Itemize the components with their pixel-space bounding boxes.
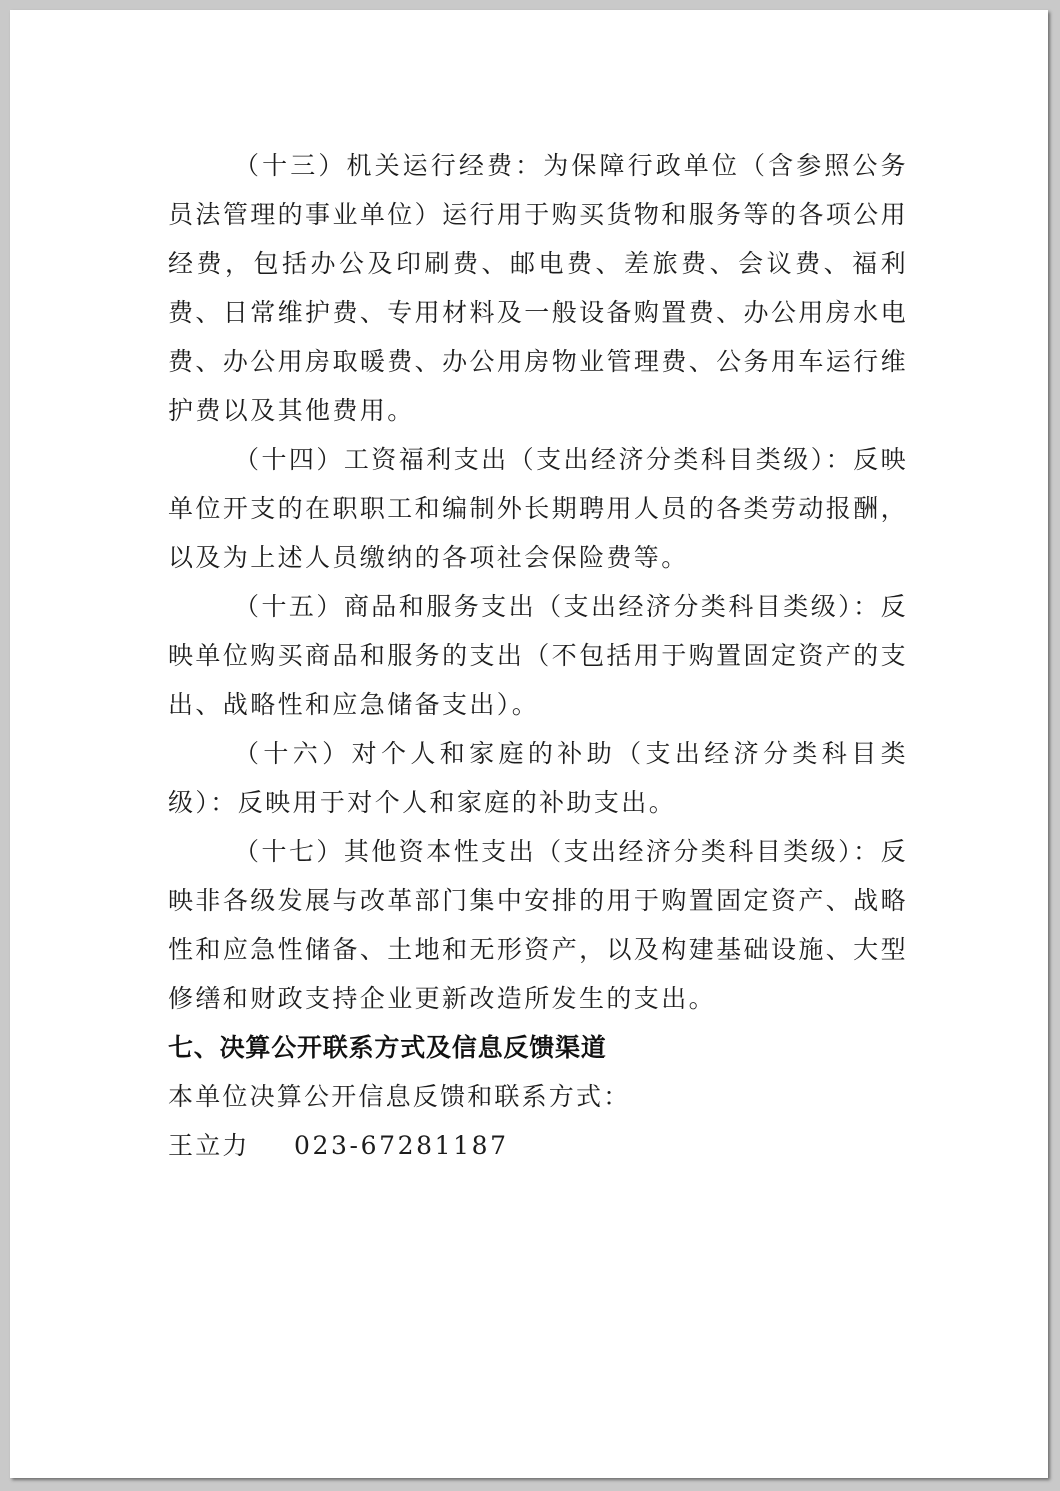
contact-phone: 023-67281187	[294, 1131, 509, 1160]
paragraph-item-13: （十三）机关运行经费：为保障行政单位（含参照公务员法管理的事业单位）运行用于购买货物和服务等的各项公用经费，包括办公及印刷费、邮电费、差旅费、会议费、福利费、日常维护费、专用材料及一般设备购置费、办公用房水电费、办公用房取暖费、办公用房物业管理费、公务用车运行维护费以及其他费用。	[168, 151, 908, 425]
paragraph-item-15: （十五）商品和服务支出（支出经济分类科目类级）：反映单位购买商品和服务的支出（不包括用于购置固定资产的支出、战略性和应急储备支出）。	[168, 592, 908, 719]
paragraph-item-16: （十六）对个人和家庭的补助（支出经济分类科目类级）：反映用于对个人和家庭的补助支出。	[168, 739, 908, 817]
contact-name: 王立力	[168, 1131, 250, 1160]
contact-row	[168, 1121, 908, 1170]
paragraph-item-14: （十四）工资福利支出（支出经济分类科目类级）：反映单位开支的在职职工和编制外长期聘用人员的各类劳动报酬，以及为上述人员缴纳的各项社会保险费等。	[168, 445, 908, 572]
section-heading: 七、决算公开联系方式及信息反馈渠道	[168, 1033, 607, 1062]
document-page	[10, 10, 1048, 1478]
paragraph-item-17: （十七）其他资本性支出（支出经济分类科目类级）：反映非各级发展与改革部门集中安排的用于购置固定资产、战略性和应急性储备、土地和无形资产，以及构建基础设施、大型修缮和财政支持企业更新改造所发生的支出。	[168, 837, 908, 1013]
contact-intro: 本单位决算公开信息反馈和联系方式：	[168, 1082, 631, 1111]
document-body	[168, 141, 908, 1170]
